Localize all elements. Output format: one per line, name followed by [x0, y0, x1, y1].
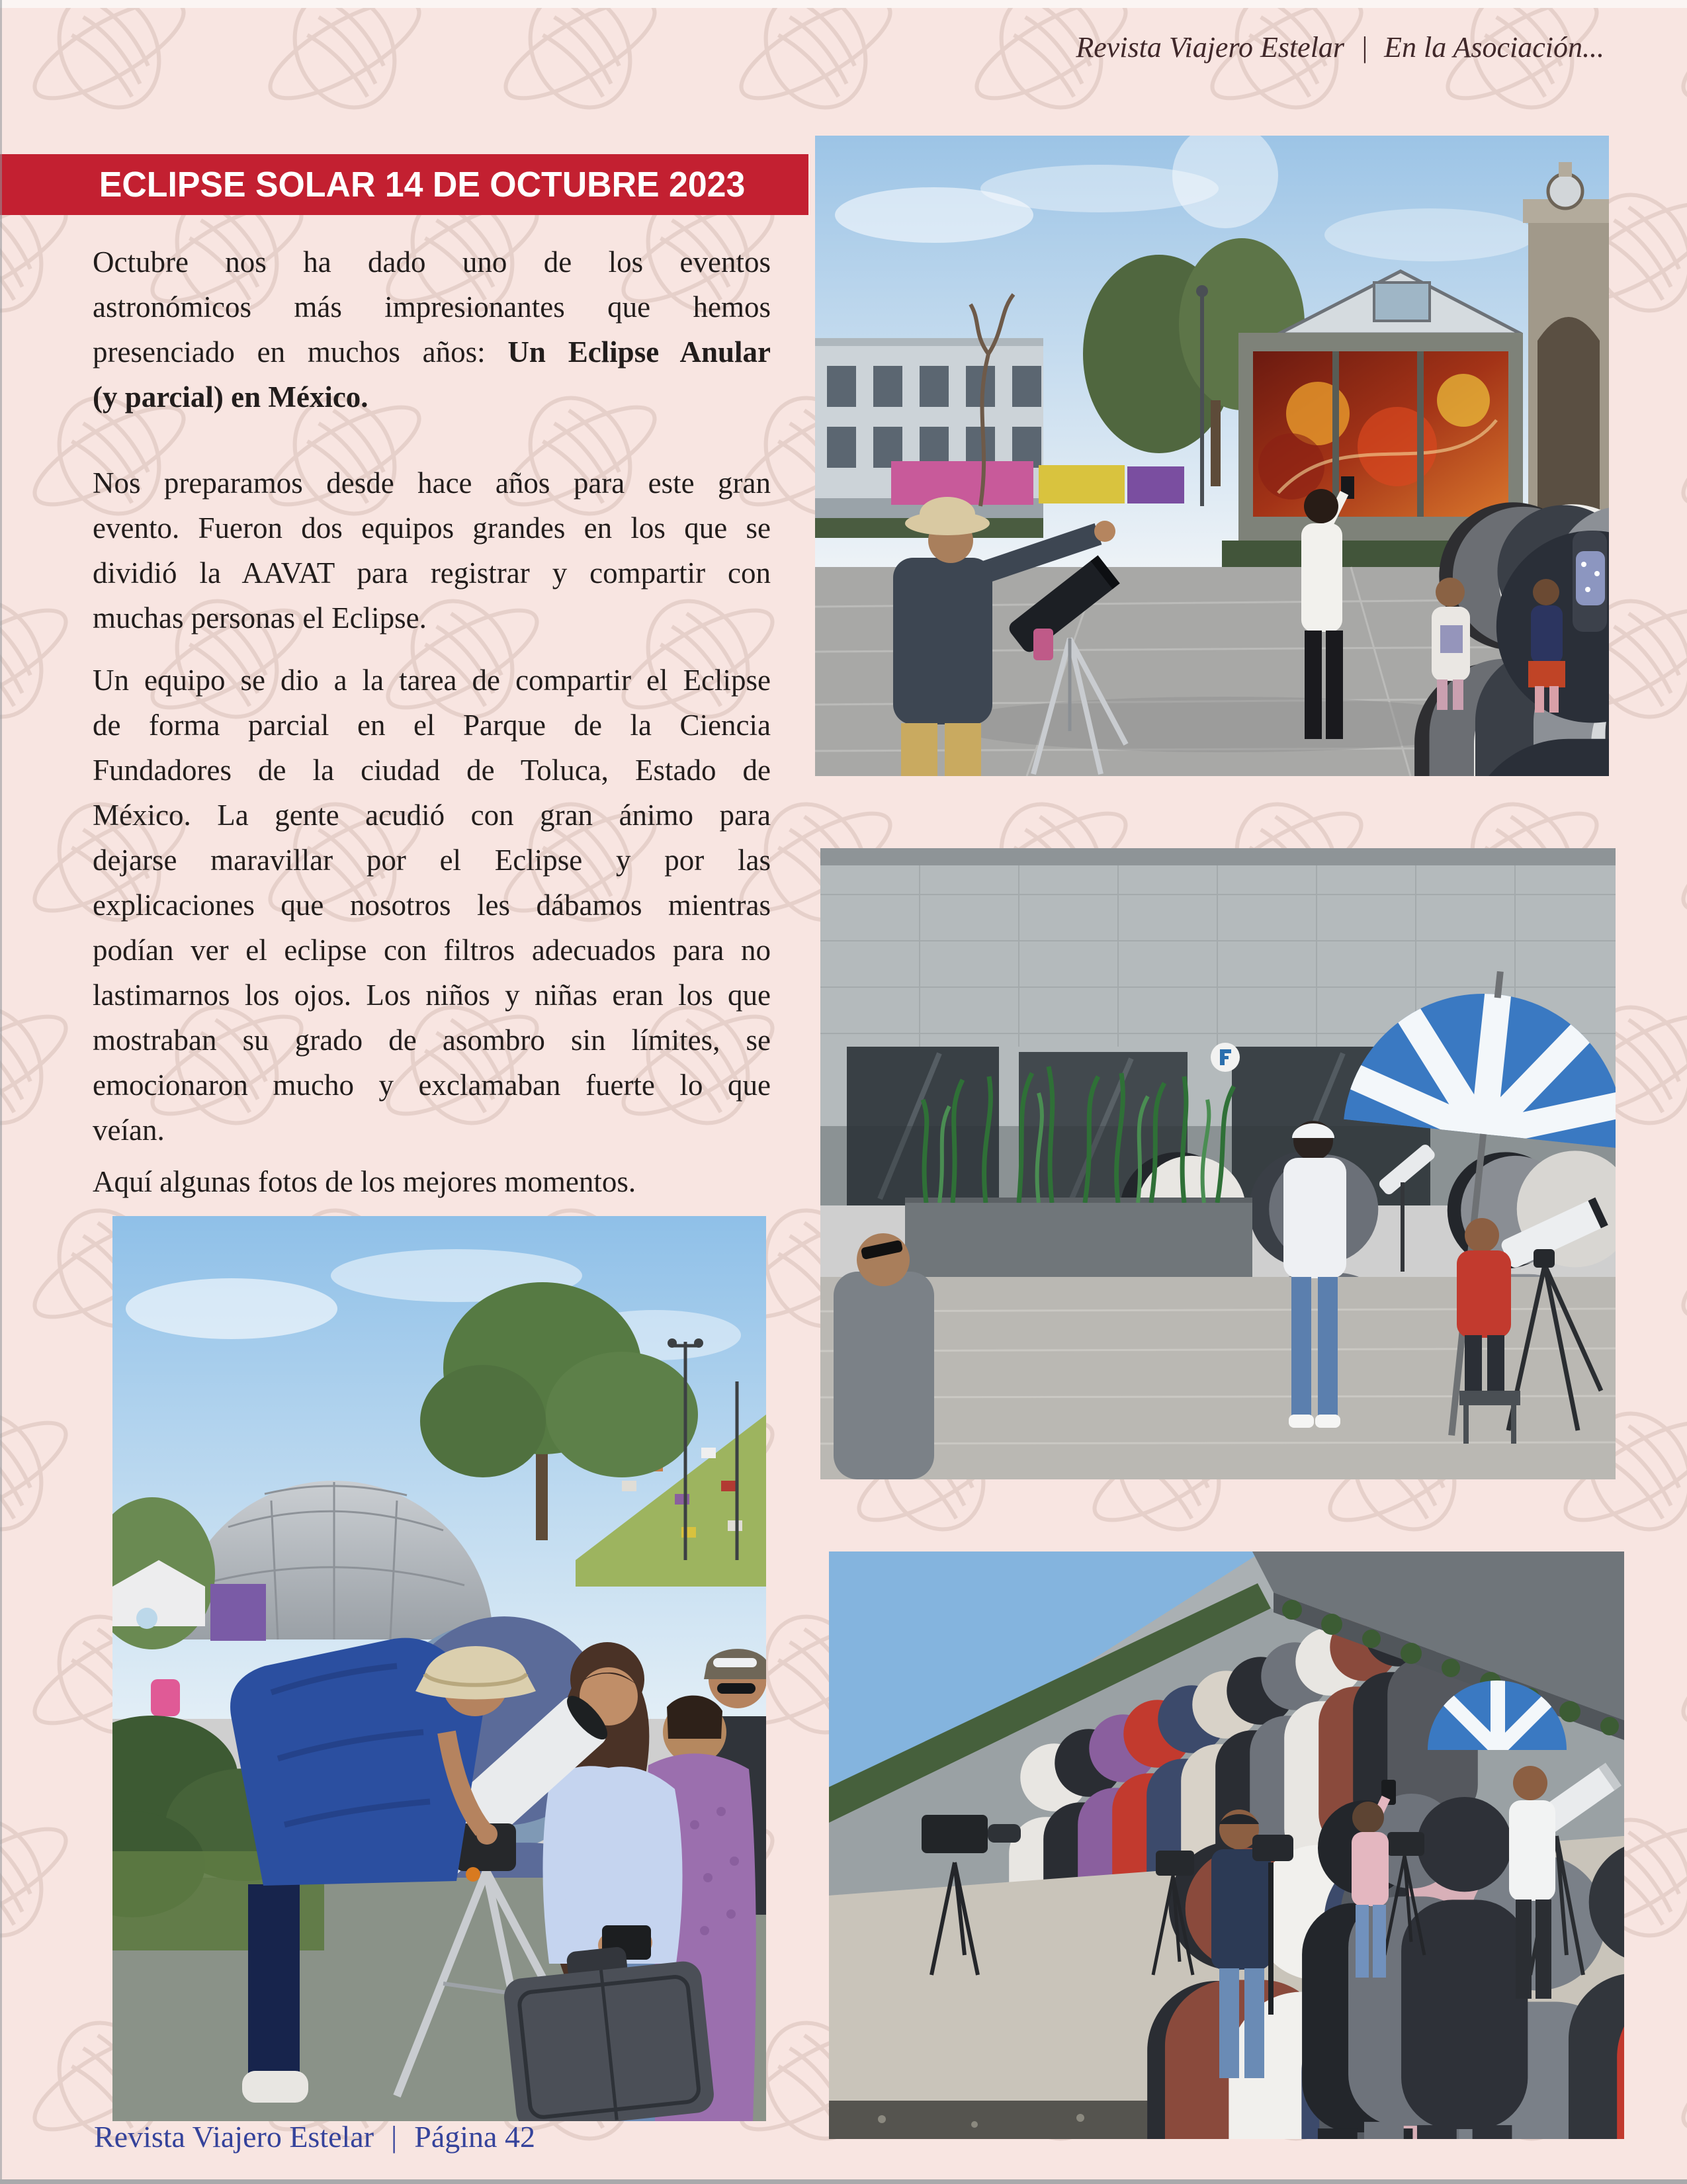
header-section-title: En la Asociación...	[1384, 31, 1604, 64]
body-text-line: Fundadores de la ciudad de Toluca, Estado de	[93, 754, 771, 787]
photo-crowd-cameras	[829, 1551, 1624, 2139]
footer-magazine-title: Revista Viajero Estelar	[94, 2120, 374, 2154]
body-text-line: emocionaron mucho y exclamaban fuerte lo que	[93, 1069, 771, 1102]
body-text-line: (y parcial) en México.	[93, 380, 368, 414]
body-text-line: podían ver el eclipse con filtros adecuados para no	[93, 934, 771, 967]
body-text-line: presenciado en muchos años: Un Eclipse Anular	[93, 335, 771, 369]
body-text-line: México. La gente acudió con gran ánimo para	[93, 799, 771, 832]
footer-page-number: Página 42	[414, 2120, 535, 2154]
photo-umbrella-observers	[820, 848, 1616, 1479]
woman-with-backpack	[1573, 531, 1607, 632]
body-text-line: lastimarnos los ojos. Los niños y niñas eran los que	[93, 979, 771, 1012]
body-text-line: veían.	[93, 1114, 165, 1147]
photo-telescope-closeup	[112, 1216, 766, 2121]
body-text-line: Nos preparamos desde hace años para este gran	[93, 466, 771, 500]
paragraph-4	[93, 1159, 771, 1204]
body-text-line: dejarse maravillar por el Eclipse y por las	[93, 844, 771, 877]
page-footer	[94, 2120, 535, 2154]
photo-plaza-cosmovitral	[815, 136, 1609, 776]
paragraph-1	[93, 240, 771, 419]
body-text-line: Octubre nos ha dado uno de los eventos	[93, 245, 771, 279]
body-text-line: mostraban su grado de asombro sin límites, se	[93, 1024, 771, 1057]
footer-separator: |	[391, 2120, 398, 2154]
paragraph-3	[93, 658, 771, 1153]
body-text-line: de forma parcial en el Parque de la Ciencia	[93, 709, 771, 742]
page-header	[1076, 30, 1604, 64]
page-bottom-strip	[0, 2179, 1687, 2184]
body-text-line: Un equipo se dio a la tarea de compartir el Eclipse	[93, 664, 771, 697]
paragraph-2	[93, 460, 771, 640]
body-text-line: astronómicos más impresionantes que hemos	[93, 290, 771, 324]
body-text-line: dividió la AAVAT para registrar y compartir con	[93, 556, 771, 590]
page-top-edge	[0, 0, 1687, 8]
header-magazine-title: Revista Viajero Estelar	[1076, 31, 1345, 64]
header-separator: |	[1360, 31, 1369, 64]
body-text-line: Aquí algunas fotos de los mejores momentos.	[93, 1165, 636, 1198]
body-text-line: evento. Fueron dos equipos grandes en los que se	[93, 511, 771, 545]
article-title-banner	[0, 154, 808, 215]
body-text-line: explicaciones que nosotros les dábamos mientras	[93, 889, 771, 922]
article-title: ECLIPSE SOLAR 14 DE OCTUBRE 2023	[99, 165, 746, 204]
page-left-edge	[0, 0, 2, 2184]
body-text-line: muchas personas el Eclipse.	[93, 601, 427, 634]
